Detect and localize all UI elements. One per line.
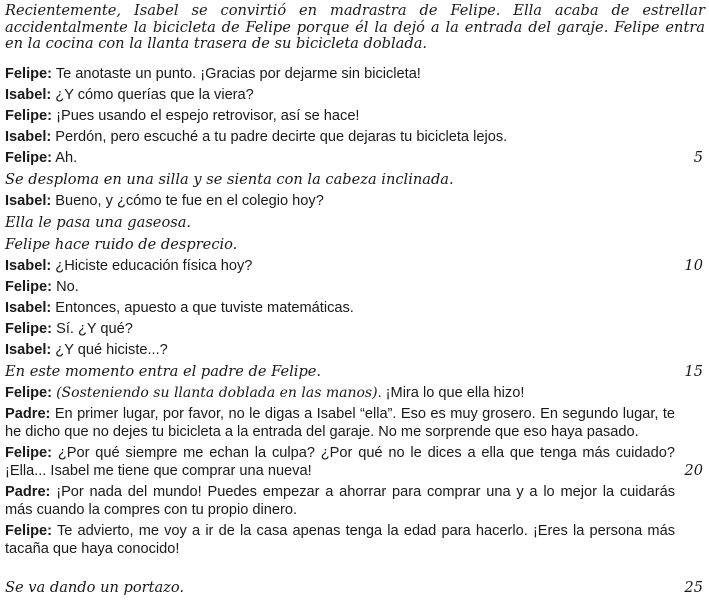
- speaker-name: Felipe:: [5, 522, 53, 539]
- speech-text: Ah.: [55, 149, 78, 166]
- stage-direction-text: Se va dando un portazo.: [5, 578, 185, 596]
- speaker-name: Felipe:: [5, 149, 53, 166]
- speech-text: No.: [56, 278, 79, 295]
- speech-text: ¡Pues usando el espejo retrovisor, así se hace!: [56, 107, 360, 124]
- speech-text: ¿Hiciste educación física hoy?: [55, 257, 253, 274]
- speaker-name: Isabel:: [5, 86, 52, 103]
- speaker-name: Felipe:: [5, 384, 53, 401]
- speaker-name: Isabel:: [5, 257, 52, 274]
- speech-text: Entonces, apuesto a que tuviste matemáticas.: [55, 299, 354, 316]
- speaker-name: Felipe:: [5, 278, 53, 295]
- stage-direction-text: Se desploma en una silla y se sienta con la cabeza inclinada.: [5, 170, 454, 188]
- speech-text: ¡Por nada del mundo! Puedes empezar a ahorrar para comprar una y a lo mejor la cuidarás más cuando la compres con tu propio dinero.: [5, 483, 675, 518]
- dialogue-line: [5, 148, 705, 169]
- dialogue-line: [5, 443, 705, 482]
- stage-direction: [5, 577, 705, 599]
- stage-direction-text: Felipe hace ruido de desprecio.: [5, 235, 238, 253]
- speech-text: En primer lugar, por favor, no le digas a Isabel “ella”. Eso es muy grosero. En segundo lugar, te he dicho que no dejes tu bicicleta a la entrada del garaje. No me sorprende que eso haya pasado.: [5, 405, 675, 440]
- stage-direction: [5, 234, 705, 256]
- dialogue-line: [5, 64, 705, 85]
- dialogue-line: [5, 256, 705, 277]
- speaker-name: Felipe:: [5, 444, 53, 461]
- speech-text: ¿Y qué hiciste...?: [55, 341, 168, 358]
- speaker-name: Isabel:: [5, 128, 52, 145]
- dialogue-line: [5, 106, 705, 127]
- dialogue-line: [5, 191, 705, 212]
- stage-direction: [5, 169, 705, 191]
- speaker-name: Felipe:: [5, 107, 53, 124]
- dialogue-line: [5, 340, 705, 361]
- dialogue-line: [5, 404, 705, 443]
- speaker-name: Isabel:: [5, 192, 52, 209]
- line-number: 10: [684, 256, 703, 274]
- speech-text: Te anotaste un punto. ¡Gracias por dejarme sin bicicleta!: [55, 65, 421, 82]
- dialogue: [5, 64, 705, 599]
- dialogue-line: [5, 383, 705, 404]
- speaker-name: Isabel:: [5, 299, 52, 316]
- spacer: [5, 560, 705, 577]
- stage-direction-text: En este momento entra el padre de Felipe.: [5, 362, 322, 380]
- speech-text: . ¡Mira lo que ella hizo!: [377, 384, 525, 401]
- dialogue-line: [5, 127, 705, 148]
- speech-text: ¿Y cómo querías que la viera?: [55, 86, 254, 103]
- stage-direction: [5, 361, 705, 383]
- speech-text: Te advierto, me voy a ir de la casa apenas tenga la edad para hacerlo. ¡Eres la persona más tacaña que haya conocido!: [5, 522, 676, 557]
- speech-text: Bueno, y ¿cómo te fue en el colegio hoy?: [55, 192, 324, 209]
- speaker-name: Padre:: [5, 405, 51, 422]
- speaker-name: Felipe:: [5, 65, 53, 82]
- speech-text: Perdón, pero escuché a tu padre decirte que dejaras tu bicicleta lejos.: [55, 128, 508, 145]
- dialogue-line: [5, 277, 705, 298]
- line-number: 5: [693, 148, 703, 166]
- document: [5, 3, 705, 599]
- dialogue-line: [5, 85, 705, 106]
- speaker-name: Felipe:: [5, 320, 53, 337]
- stage-direction-text: Ella le pasa una gaseosa.: [5, 213, 192, 231]
- inline-stage-direction: (Sosteniendo su llanta doblada en las manos): [56, 384, 378, 401]
- speech-text: Sí. ¿Y qué?: [56, 320, 133, 337]
- line-number: 25: [684, 578, 703, 596]
- dialogue-line: [5, 482, 705, 521]
- line-number: 15: [684, 362, 703, 380]
- speaker-name: Isabel:: [5, 341, 52, 358]
- stage-direction: [5, 212, 705, 234]
- intro-stage-direction: Recientemente, Isabel se convirtió en madrastra de Felipe. Ella acaba de estrellar accidentalmente la bicicleta de Felipe porque él la dejó a la entrada del garaje. Felipe entra en la cocina con la llanta trasera de su bicicleta doblada.: [5, 2, 705, 52]
- dialogue-line: [5, 298, 705, 319]
- line-number: 20: [684, 461, 703, 479]
- dialogue-line: [5, 319, 705, 340]
- speaker-name: Padre:: [5, 483, 51, 500]
- speech-text: ¿Por qué siempre me echan la culpa? ¿Por qué no le dices a ella que tenga más cuidado? ¡Ella... Isabel me tiene que comprar una nueva!: [5, 444, 675, 479]
- dialogue-line: [5, 521, 705, 560]
